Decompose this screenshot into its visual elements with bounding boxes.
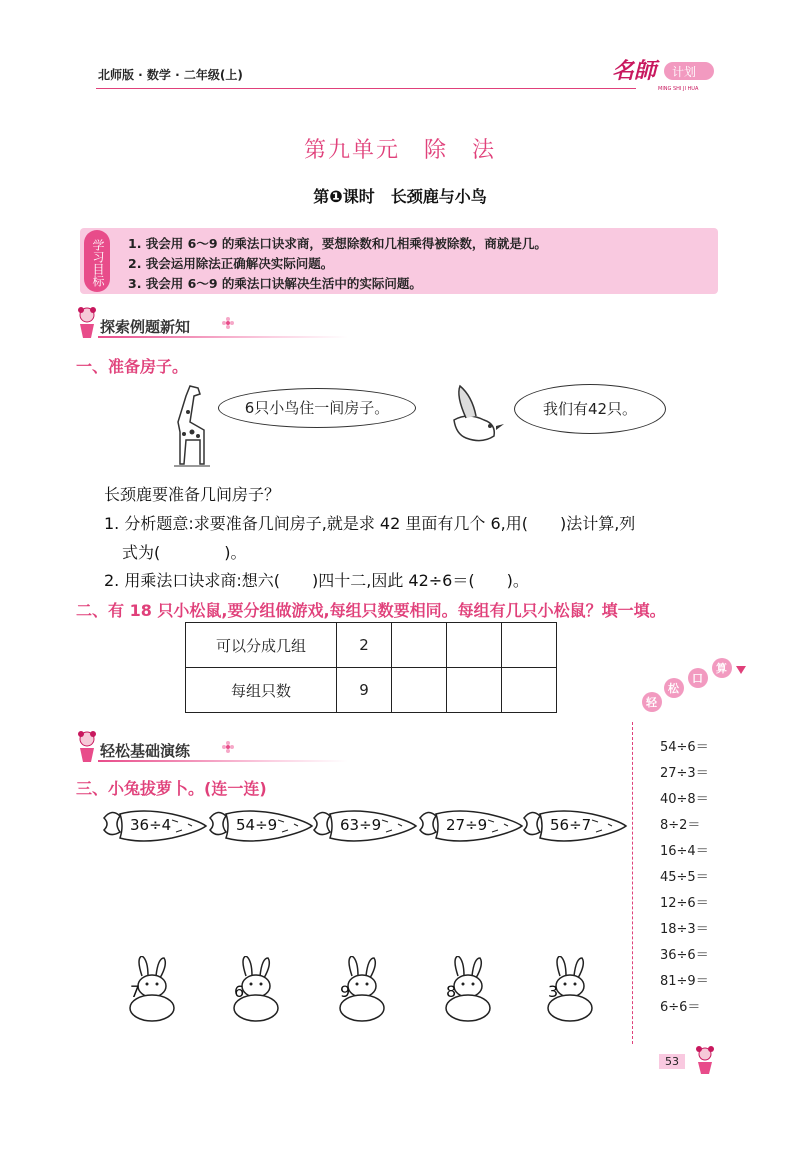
carrot-expression: 54÷9 [236,816,278,834]
mental-math-item: 45÷5＝ [660,870,709,885]
table-row [186,623,557,668]
goal-item-2: 2. 我会运用除法正确解决实际问题。 [128,256,334,271]
unit-title: 第九单元 除 法 [303,138,496,163]
question-3-title: 三、小兔拔萝卜。(连一连) [76,779,267,798]
giraffe-icon [160,382,216,472]
svg-text:名師: 名師 [612,58,657,84]
step-1-line-2: 式为( )。 [122,543,247,562]
table-cell-blank[interactable] [392,623,447,668]
table-cell-blank[interactable] [392,668,447,713]
section-underline [98,760,348,762]
carrot-expression: 56÷7 [550,816,592,834]
mental-math-item: 18÷3＝ [660,922,709,937]
header-rule [96,88,636,89]
svg-text:计划: 计划 [672,65,697,79]
rabbit-card[interactable] [432,956,504,1022]
step-2: 2. 用乘法口诀求商:想六( )四十二,因此 42÷6＝( )。 [104,571,529,590]
rabbit-number: 9 [340,982,351,1001]
rabbit-icon [220,956,292,1022]
question-1-prompt: 长颈鹿要准备几间房子？ [104,485,281,504]
table-cell-blank[interactable] [447,668,502,713]
mental-math-item: 54÷6＝ [660,740,709,755]
bird-speech-bubble: 我们有42只。 [514,384,666,434]
rabbit-icon [116,956,188,1022]
sidebar-title-char: 轻 [646,696,657,709]
girl-mascot-icon [694,1046,716,1080]
rabbit-icon [432,956,504,1022]
carrot-card[interactable] [418,804,524,848]
mental-math-item: 6÷6＝ [660,1000,701,1015]
sidebar-title-char: 松 [668,682,679,695]
rabbit-card[interactable] [326,956,398,1022]
rabbit-number: 8 [446,982,457,1001]
mental-math-item: 36÷6＝ [660,948,709,963]
row-label-groups: 可以分成几组 [186,623,337,668]
flower-icon [222,314,234,333]
table-cell-blank[interactable] [502,623,557,668]
rabbit-icon [326,956,398,1022]
mental-math-item: 8÷2＝ [660,818,701,833]
squirrel-group-table [185,622,557,713]
section-underline [98,336,348,338]
carrot-expression: 63÷9 [340,816,382,834]
goal-item-1: 1. 我会用 6～9 的乘法口诀求商，要想除数和几相乘得被除数，商就是几。 [128,236,547,251]
rabbit-number: 6 [234,982,245,1001]
rabbit-card[interactable] [220,956,292,1022]
svg-text:MING SHI JI HUA: MING SHI JI HUA [658,86,699,92]
section-heading-practice: 轻松基础演练 [100,742,191,760]
carrot-card[interactable] [208,804,314,848]
carrot-expression: 27÷9 [446,816,488,834]
page-number: 53 [659,1054,685,1069]
sidebar-title-char: 算 [716,662,727,675]
table-cell: 2 [337,623,392,668]
question-1-title: 一、准备房子。 [76,357,189,376]
bird-icon [446,382,506,450]
goal-item-3: 3. 我会用 6～9 的乘法口诀解决生活中的实际问题。 [128,276,422,291]
row-label-per-group: 每组只数 [186,668,337,713]
book-info: 北师版 · 数学 · 二年级(上) [98,68,243,82]
rabbit-card[interactable] [116,956,188,1022]
lesson-title: 第❶课时 长颈鹿与小鸟 [313,187,487,206]
rabbit-number: 7 [130,982,141,1001]
goals-tab: 学习目标 [84,230,110,292]
mental-math-item: 16÷4＝ [660,844,709,859]
section-heading-explore: 探索例题新知 [100,318,191,336]
rabbit-icon [534,956,606,1022]
girl-mascot-icon [76,306,98,344]
mental-math-item: 40÷8＝ [660,792,709,807]
flower-icon [222,738,234,757]
giraffe-speech-bubble: 6只小鸟住一间房子。 [218,388,416,428]
table-cell-blank[interactable] [447,623,502,668]
carrot-card[interactable] [102,804,208,848]
brand-logo [612,52,732,94]
sidebar-divider [632,722,634,1044]
rabbit-card[interactable] [534,956,606,1022]
question-2-title: 二、有 18 只小松鼠,要分组做游戏,每组只数要相同。每组有几只小松鼠？填一填。 [76,601,666,620]
table-row [186,668,557,713]
carrot-card[interactable] [522,804,628,848]
step-1-line-1: 1. 分析题意:求要准备几间房子,就是求 42 里面有几个 6,用( )法计算,列 [104,514,636,533]
rabbit-number: 3 [548,982,559,1001]
carrot-card[interactable] [312,804,418,848]
girl-mascot-icon [76,730,98,768]
mental-math-item: 81÷9＝ [660,974,709,989]
table-cell: 9 [337,668,392,713]
sidebar-title [640,656,750,720]
mental-math-item: 12÷6＝ [660,896,709,911]
mental-math-item: 27÷3＝ [660,766,709,781]
table-cell-blank[interactable] [502,668,557,713]
carrot-expression: 36÷4 [130,816,172,834]
sidebar-title-char: 口 [692,672,703,685]
